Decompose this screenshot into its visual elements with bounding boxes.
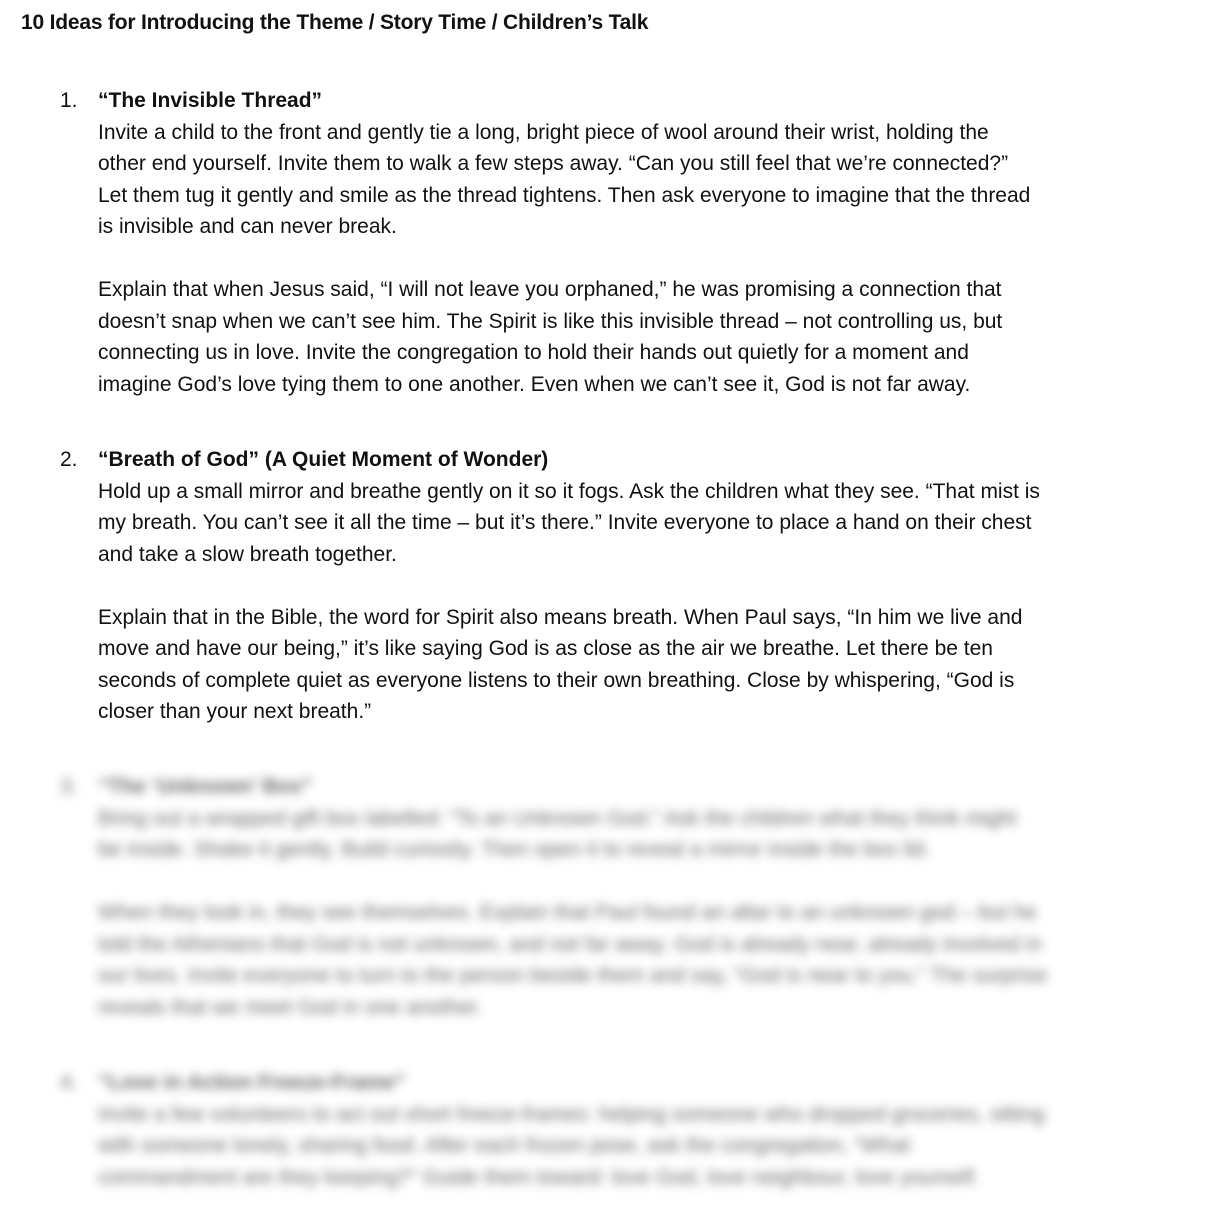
text-line: our lives. Invite everyone to turn to the person beside them and say, “God is near to you.” The surprise: [98, 964, 1048, 987]
item-heading: “The ‘Unknown’ Box”: [98, 775, 313, 798]
item-paragraph: [98, 897, 1188, 1023]
item-number: 3.: [60, 775, 78, 798]
text-line: Let them tug it gently and smile as the thread tightens. Then ask everyone to imagine that the thread: [98, 183, 1031, 207]
text-line: Invite a child to the front and gently tie a long, bright piece of wool around their wrist, holding the: [98, 120, 989, 144]
text-line: reveals that we meet God in one another.: [98, 995, 483, 1019]
text-line: When they look in, they see themselves. Explain that Paul found an altar to an unknown god – but he: [98, 901, 1037, 924]
item-paragraph: [98, 117, 1188, 243]
text-line: with someone lonely, sharing food. After each frozen pose, ask the congregation, “What: [98, 1134, 911, 1157]
text-line: be inside. Shake it gently. Build curiosity. Then open it to reveal a mirror inside the box lid.: [98, 838, 931, 861]
item-paragraph: [98, 803, 1188, 866]
text-line: move and have our being,” it’s like saying God is as close as the air we breathe. Let there be ten: [98, 637, 993, 660]
text-line: told the Athenians that God is not unknown, and not far away. God is already near, already involved in: [98, 932, 1043, 956]
item-content: [98, 444, 1188, 728]
item-content: [98, 1067, 1188, 1193]
item-content: [98, 85, 1188, 400]
item-heading: “Love in Action Freeze-Frame”: [98, 1071, 406, 1094]
text-line: my breath. You can’t see it all the time – but it’s there.” Invite everyone to place a hand on their chest: [98, 511, 1032, 534]
text-line: Explain that in the Bible, the word for Spirit also means breath. When Paul says, “In him we live and: [98, 605, 1023, 629]
text-line: and take a slow breath together.: [98, 542, 397, 566]
text-line: imagine God’s love tying them to one another. Even when we can’t see it, God is not far away.: [98, 372, 971, 396]
item-heading: “The Invisible Thread”: [98, 89, 323, 112]
document-title: 10 Ideas for Introducing the Theme / Story Time / Children’s Talk: [21, 11, 649, 34]
text-line: Explain that when Jesus said, “I will not leave you orphaned,” he was promising a connection that: [98, 278, 1002, 301]
text-line: commandment are they keeping?” Guide them toward: love God, love neighbour, love yourself.: [98, 1165, 980, 1189]
item-heading: “Breath of God” (A Quiet Moment of Wonder): [98, 448, 549, 471]
text-line: seconds of complete quiet as everyone listens to their own breathing. Close by whispering, “God is: [98, 668, 1015, 692]
item-content: [98, 771, 1188, 1023]
text-line: connecting us in love. Invite the congregation to hold their hands out quietly for a moment and: [98, 341, 969, 364]
item-number: 4.: [60, 1071, 78, 1094]
text-line: doesn’t snap when we can’t see him. The Spirit is like this invisible thread – not controlling us, but: [98, 309, 1003, 333]
text-line: is invisible and can never break.: [98, 215, 397, 238]
item-paragraph: [98, 476, 1188, 571]
text-line: other end yourself. Invite them to walk a few steps away. “Can you still feel that we’re connected?”: [98, 152, 1009, 175]
text-line: Bring out a wrapped gift box labelled: “To an Unknown God.” Ask the children what they think might: [98, 806, 1017, 830]
item-number: 1.: [60, 89, 78, 112]
text-line: Hold up a small mirror and breathe gently on it so it fogs. Ask the children what they see. “That mist is: [98, 479, 1040, 503]
item-number: 2.: [60, 448, 78, 471]
item-paragraph: [98, 1099, 1188, 1194]
text-line: Invite a few volunteers to act out short freeze-frames: helping someone who dropped groceries, sitting: [98, 1102, 1045, 1126]
item-paragraph: [98, 602, 1188, 728]
text-line: closer than your next breath.”: [98, 700, 372, 723]
item-paragraph: [98, 274, 1188, 400]
